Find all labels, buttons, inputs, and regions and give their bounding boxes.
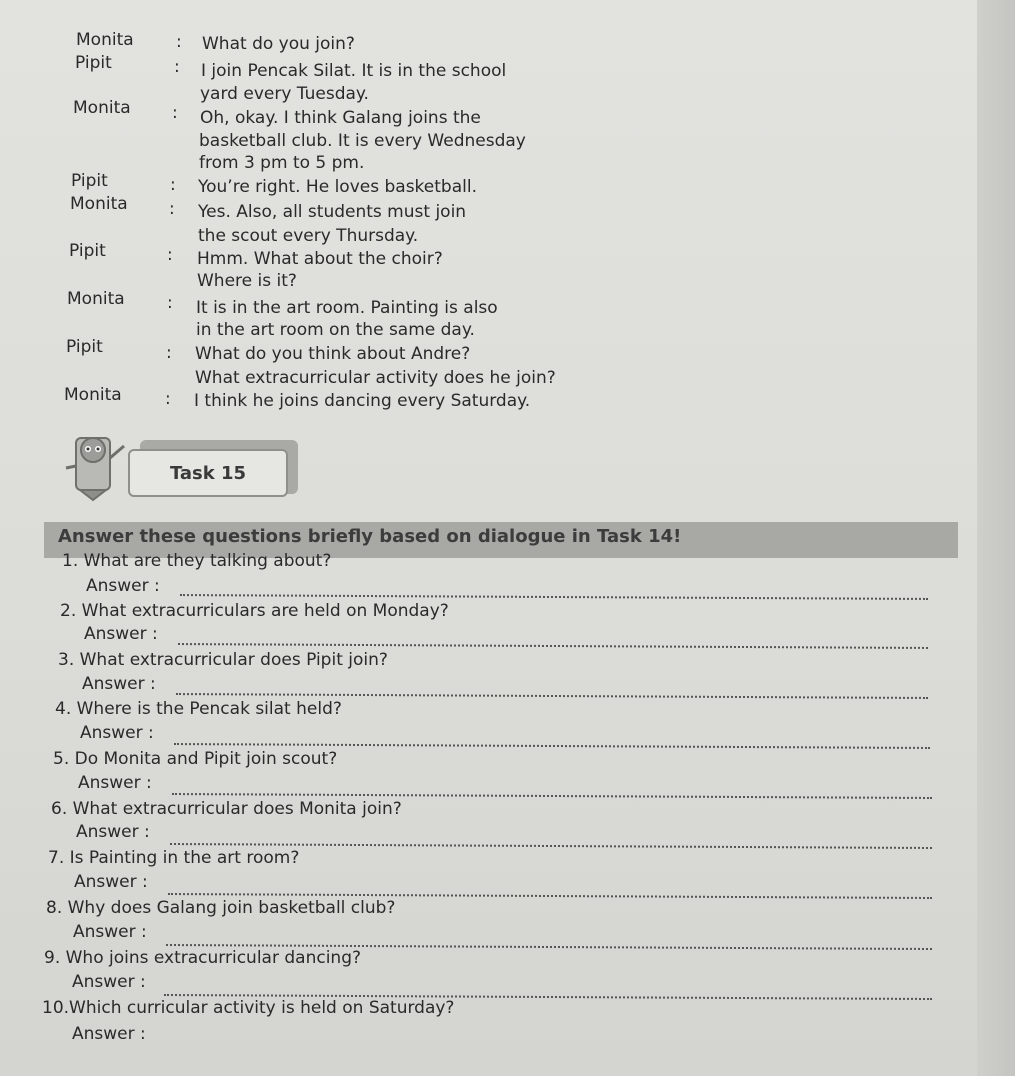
colon: : [167,293,173,313]
dialogue-line: It is in the art room. Painting is also [196,298,498,318]
speaker-name: Pipit [66,337,103,357]
answer-label: Answer : [72,972,146,992]
answer-label: Answer : [78,773,152,793]
colon: : [176,32,182,52]
colon: : [169,199,175,219]
speaker-name: Pipit [69,241,106,261]
page-edge [977,0,1015,1076]
question-7: 7. Is Painting in the art room? [48,848,300,868]
instruction-text: Answer these questions briefly based on dialogue in Task 14! [58,526,682,547]
dialogue-line: from 3 pm to 5 pm. [199,153,365,173]
dialogue-line: What do you join? [202,34,355,54]
dialogue-line: Yes. Also, all students must join [198,202,467,222]
dialogue-line: What do you think about Andre? [195,344,471,364]
colon: : [165,389,171,409]
colon: : [172,103,178,123]
colon: : [174,57,180,77]
answer-label: Answer : [72,1024,146,1044]
question-9: 9. Who joins extracurricular dancing? [44,948,362,968]
speaker-name: Monita [73,98,131,118]
answer-label: Answer : [86,576,160,596]
answer-label: Answer : [82,674,156,694]
answer-label: Answer : [80,723,154,743]
question-2: 2. What extracurriculars are held on Monday? [60,601,449,621]
dialogue-line: Hmm. What about the choir? [197,249,443,269]
question-3: 3. What extracurricular does Pipit join? [58,650,388,670]
colon: : [170,175,176,195]
answer-label: Answer : [76,822,150,842]
dialogue-line: yard every Tuesday. [200,84,369,104]
colon: : [166,343,172,363]
speaker-name: Pipit [75,53,112,73]
answer-label: Answer : [84,624,158,644]
question-8: 8. Why does Galang join basketball club? [46,898,396,918]
dialogue-line: Where is it? [197,271,297,291]
pencil-mascot-icon [58,428,132,502]
answer-line[interactable] [178,643,928,649]
dialogue-line: What extracurricular activity does he join? [195,368,556,388]
question-4: 4. Where is the Pencak silat held? [55,699,342,719]
dialogue-line: Oh, okay. I think Galang joins the [200,108,481,128]
answer-label: Answer : [73,922,147,942]
speaker-name: Monita [67,289,125,309]
dialogue-line: I join Pencak Silat. It is in the school [201,61,507,81]
dialogue-line: basketball club. It is every Wednesday [199,131,526,151]
question-1: 1. What are they talking about? [62,551,332,571]
dialogue-line: I think he joins dancing every Saturday. [194,391,531,411]
answer-label: Answer : [74,872,148,892]
speaker-name: Pipit [71,171,108,191]
question-6: 6. What extracurricular does Monita join? [51,799,402,819]
dialogue-line: in the art room on the same day. [196,320,475,340]
dialogue-line: the scout every Thursday. [198,226,419,246]
colon: : [167,245,173,265]
speaker-name: Monita [76,30,134,50]
speaker-name: Monita [70,194,128,214]
question-5: 5. Do Monita and Pipit join scout? [53,749,338,769]
answer-line[interactable] [180,594,928,600]
dialogue-line: You’re right. He loves basketball. [198,177,477,197]
task-title: Task 15 [128,449,288,497]
question-10: 10.Which curricular activity is held on Saturday? [42,998,455,1018]
speaker-name: Monita [64,385,122,405]
